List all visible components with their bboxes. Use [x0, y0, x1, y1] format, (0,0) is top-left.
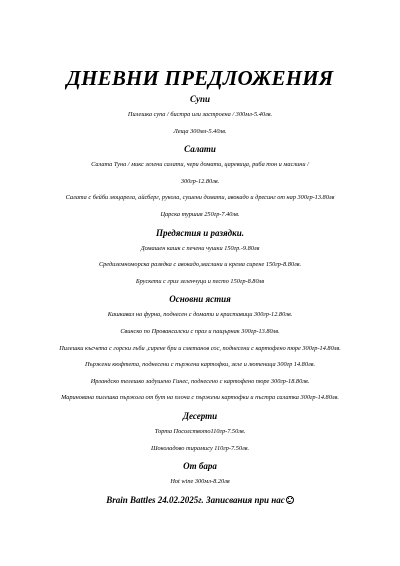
menu-item: Средиземноморска разядка с авокадо,маслини и крема сирене 150гр-8.80лв. — [98, 261, 302, 269]
menu-item: Hot wine 300мл-8.20лв — [170, 478, 230, 486]
menu-item: Брускети с гриз зеленчуци и песто 150гр-8.80лв — [135, 277, 265, 285]
menu-item: Ирландско телешко задушено Гинес, поднесено с картофено пюре 300гр-18.80лв. — [90, 377, 310, 385]
menu-item: Домашен кашк с печени чушки 150гр.-9.80лв — [140, 244, 260, 252]
event-text: Brain Battles 24.02.2025г. Записвания при нас — [106, 494, 285, 505]
menu-item: Леща 300мл-5.40лв. — [173, 127, 227, 135]
menu-item: Царска туршия 250гр-7.40лв. — [160, 210, 240, 218]
menu-item: Пилешки късчета с горски гъби ,сирене бри и сметанов сос, поднесени с картофено пюре 300гр-14.80лв. — [59, 344, 341, 352]
section-heading-bar: От бара — [183, 461, 217, 472]
menu-item: Торта Посолството110гр-7.50лв. — [154, 427, 246, 435]
section-heading-starters: Предястия и разядки. — [156, 227, 244, 238]
menu-item: Салата с бейби моцарела, айсберг, рукола, сушени домати, авокадо и дресинг от нар 300гр-13.80лв — [65, 194, 335, 202]
section-heading-salads: Салати — [184, 144, 216, 155]
menu-item: Свинско по Провансалски с праз и пащърнак 300гр-13.80лв. — [120, 327, 280, 335]
smiley-face-icon — [286, 496, 294, 504]
menu-item: Маринована пилешка пържола от бут на плоча с пържени картофки и пъстра салатка 300гр-14.80лв. — [61, 394, 339, 402]
menu-item: Кашкавал на фурна, поднесен с домати и краставици 300гр-12.80лв. — [107, 311, 293, 319]
menu-item: Пилешка супа / бистра или застроена / 300мл-5.40лв. — [127, 111, 273, 118]
menu-item: 300гр-12.80лв. — [180, 177, 220, 185]
menu-item: Шоколадово тирамису 110гр-7.50лв. — [150, 444, 250, 452]
section-heading-soups: Супи — [189, 94, 210, 104]
section-heading-desserts: Десерти — [182, 410, 218, 421]
menu-item: Салата Туна / микс зелени салати, чери домати, царевица, риба тон и маслини / — [91, 161, 309, 169]
page-title: ДНЕВНИ ПРЕДЛОЖЕНИЯ — [66, 66, 334, 90]
event-announcement — [30, 495, 370, 506]
menu-item: Пържени кюфтета, поднесени с пържени картофки, зеле и лютеница 300гр 14.80лв. — [84, 361, 316, 369]
section-heading-mains: Основни ястия — [169, 294, 231, 305]
